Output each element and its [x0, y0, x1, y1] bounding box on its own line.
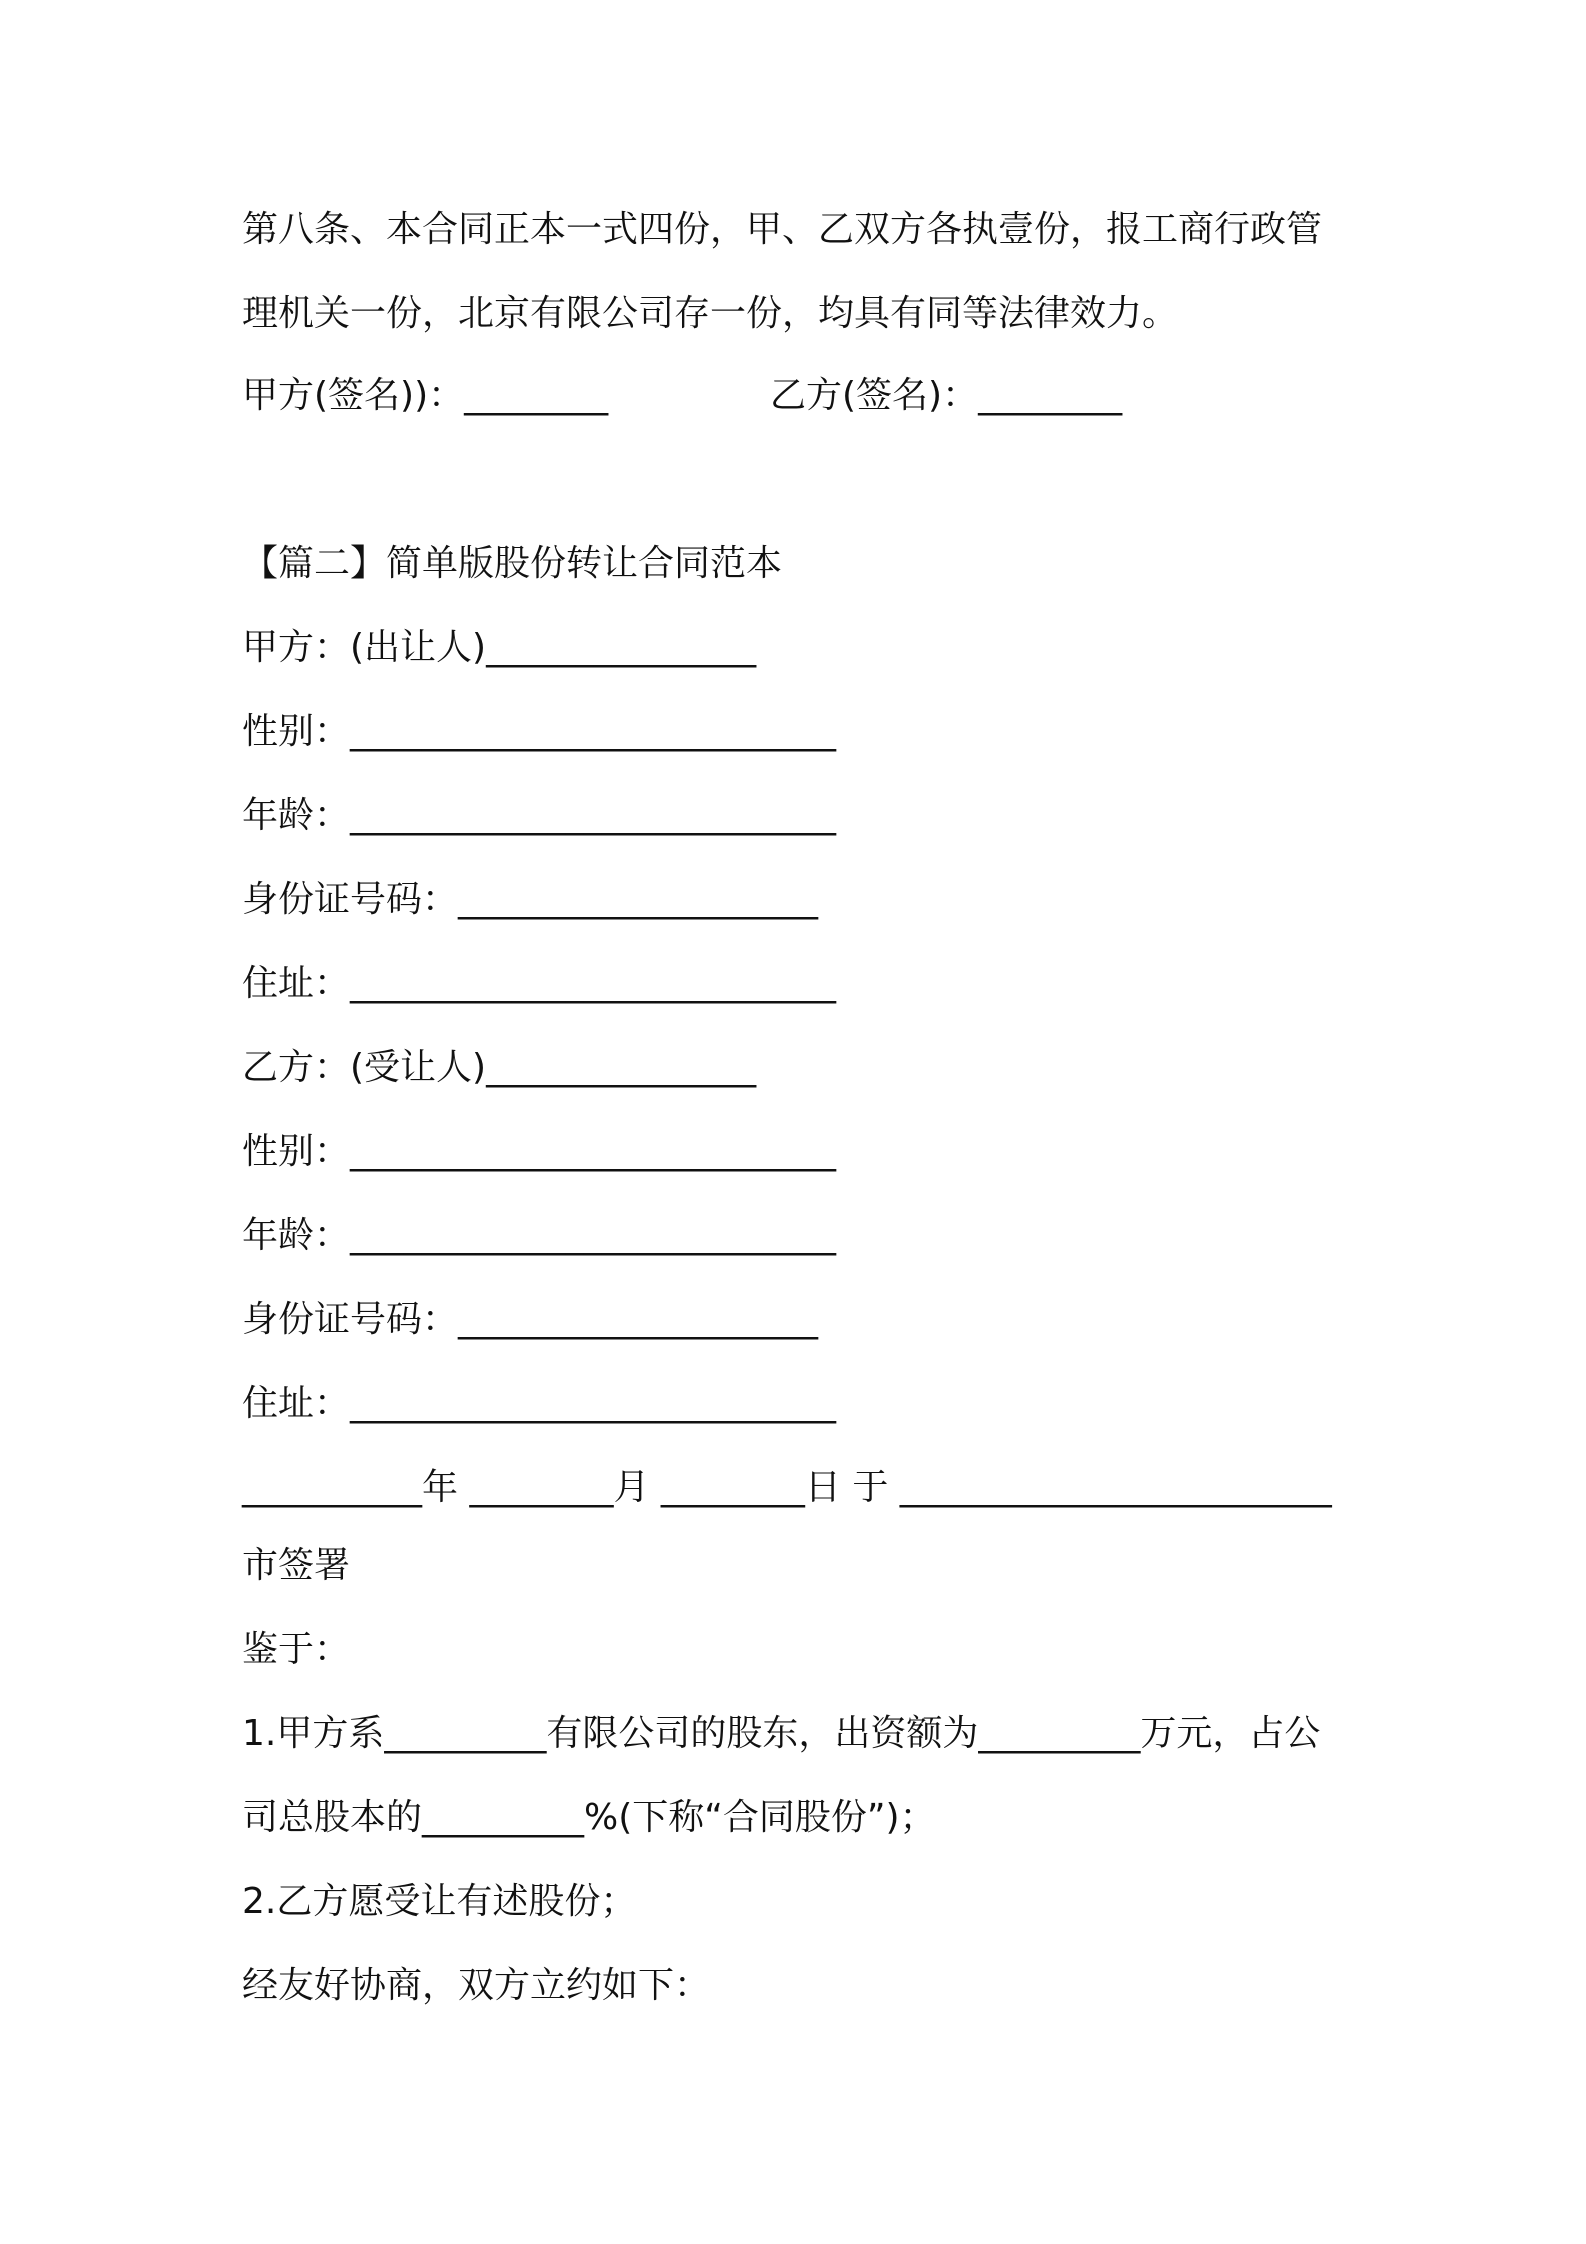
- party-a-id-number: 身份证号码：____________________: [242, 879, 819, 920]
- party-a-address: 住址：___________________________: [242, 963, 837, 1004]
- article8-line1: 第八条、本合同正本一式四份，甲、乙双方各执壹份，报工商行政管: [242, 209, 1323, 250]
- whereas-label: 鉴于：: [242, 1629, 351, 1670]
- party-b-signature: 乙方(签名)：________: [770, 375, 1123, 416]
- section-title: 【篇二】简单版股份转让合同范本: [242, 543, 783, 584]
- item1-line2: 司总股本的_________%(下称“合同股份”)；: [242, 1797, 936, 1838]
- party-b-gender: 性别：___________________________: [242, 1131, 837, 1172]
- party-a-signature: 甲方(签名))：________: [242, 375, 609, 416]
- item1-line1: 1.甲方系_________有限公司的股东，出资额为_________万元，占公: [242, 1713, 1321, 1754]
- party-b-id-number: 身份证号码：____________________: [242, 1299, 819, 1340]
- party-a-heading: 甲方：(出让人)_______________: [242, 627, 757, 668]
- date-place-line2: 市签署: [242, 1545, 351, 1586]
- party-a-gender: 性别：___________________________: [242, 711, 837, 752]
- party-a-age: 年龄：___________________________: [242, 795, 837, 836]
- date-place-line1: __________年 ________月 ________日 于 ________________________: [242, 1467, 1332, 1508]
- party-b-address: 住址：___________________________: [242, 1383, 837, 1424]
- article8-line2: 理机关一份，北京有限公司存一份，均具有同等法律效力。: [242, 293, 1179, 334]
- agreement-intro: 经友好协商，双方立约如下：: [242, 1965, 711, 2006]
- item2: 2.乙方愿受让有述股份；: [242, 1881, 637, 1922]
- party-b-age: 年龄：___________________________: [242, 1215, 837, 1256]
- party-b-heading: 乙方：(受让人)_______________: [242, 1047, 757, 1088]
